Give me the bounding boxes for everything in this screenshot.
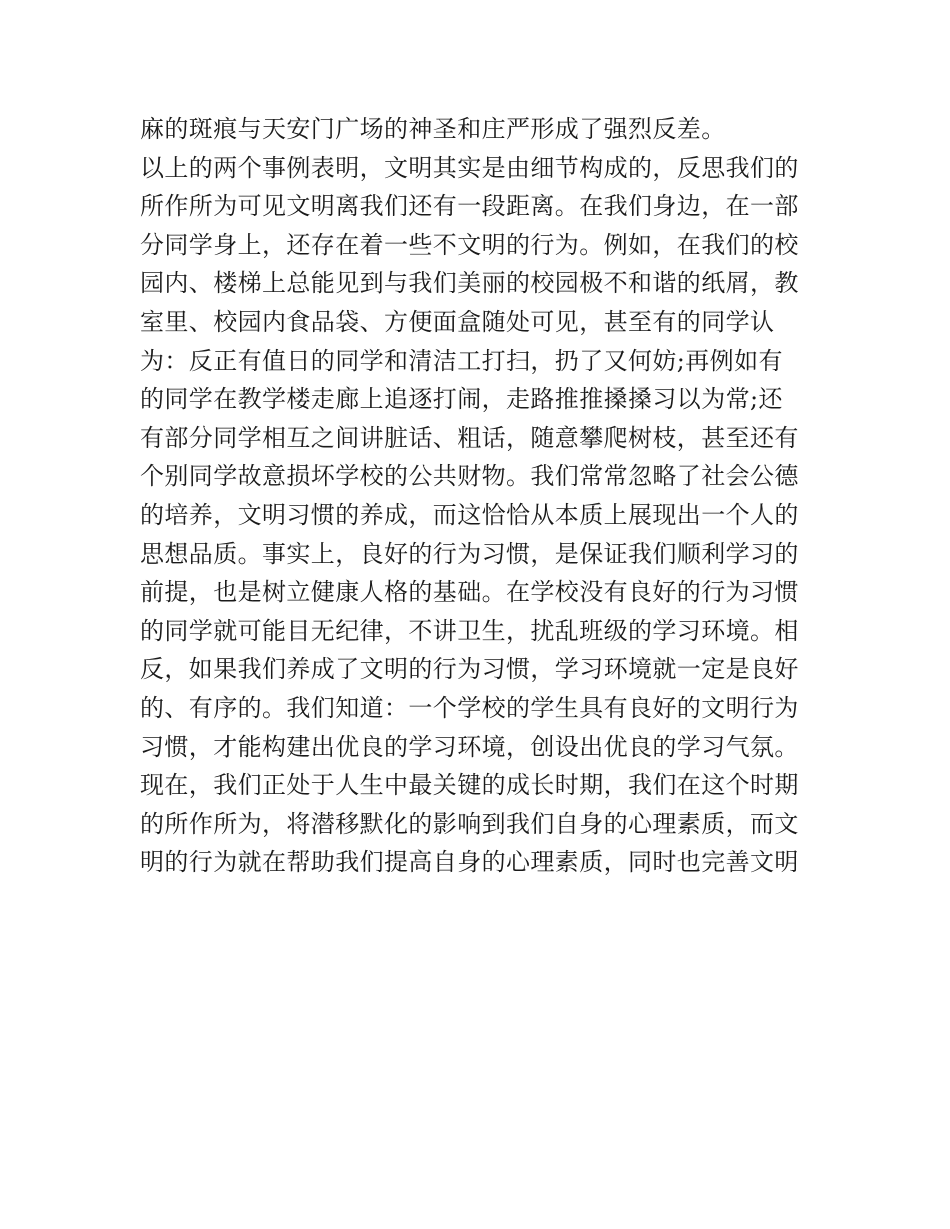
text-line: 个别同学故意损坏学校的公共财物。我们常常忽略了社会公德: [140, 462, 799, 491]
text-line: 为：反正有值日的同学和清洁工打扫，扔了又何妨;再例如有: [140, 346, 783, 375]
text-line: 分同学身上，还存在着一些不文明的行为。例如，在我们的校: [140, 230, 799, 259]
text-line: 现在，我们正处于人生中最关键的成长时期，我们在这个时期: [140, 771, 799, 800]
text-line: 明的行为就在帮助我们提高自身的心理素质，同时也完善文明: [140, 848, 799, 877]
text-line: 的培养，文明习惯的养成，而这恰恰从本质上展现出一个人的: [140, 500, 799, 529]
text-line: 麻的斑痕与天安门广场的神圣和庄严形成了强烈反差。: [140, 115, 726, 143]
text-line: 反，如果我们养成了文明的行为习惯，学习环境就一定是良好: [140, 655, 799, 684]
text-line: 园内、楼梯上总能见到与我们美丽的校园极不和谐的纸屑，教: [140, 269, 799, 298]
text-line: 的同学在教学楼走廊上追逐打闹，走路推推搡搡习以为常;还: [140, 385, 783, 414]
text-line: 的所作所为，将潜移默化的影响到我们自身的心理素质，而文: [140, 809, 799, 838]
text-line: 有部分同学相互之间讲脏话、粗话，随意攀爬树枝，甚至还有: [140, 423, 799, 452]
text-line: 前提，也是树立健康人格的基础。在学校没有良好的行为习惯: [140, 578, 799, 607]
body-text: [140, 110, 820, 882]
text-line: 室里、校园内食品袋、方便面盒随处可见，甚至有的同学认: [140, 307, 775, 336]
text-line: 思想品质。事实上，良好的行为习惯，是保证我们顺利学习的: [140, 539, 799, 568]
text-line: 的、有序的。我们知道：一个学校的学生具有良好的文明行为: [140, 693, 799, 722]
text-line: 习惯，才能构建出优良的学习环境，创设出优良的学习气氛。: [140, 732, 799, 761]
text-line: 以上的两个事例表明，文明其实是由细节构成的，反思我们的: [140, 153, 799, 182]
text-line: 所作所为可见文明离我们还有一段距离。在我们身边，在一部: [140, 192, 799, 221]
text-line: 的同学就可能目无纪律，不讲卫生，扰乱班级的学习环境。相: [140, 616, 799, 645]
